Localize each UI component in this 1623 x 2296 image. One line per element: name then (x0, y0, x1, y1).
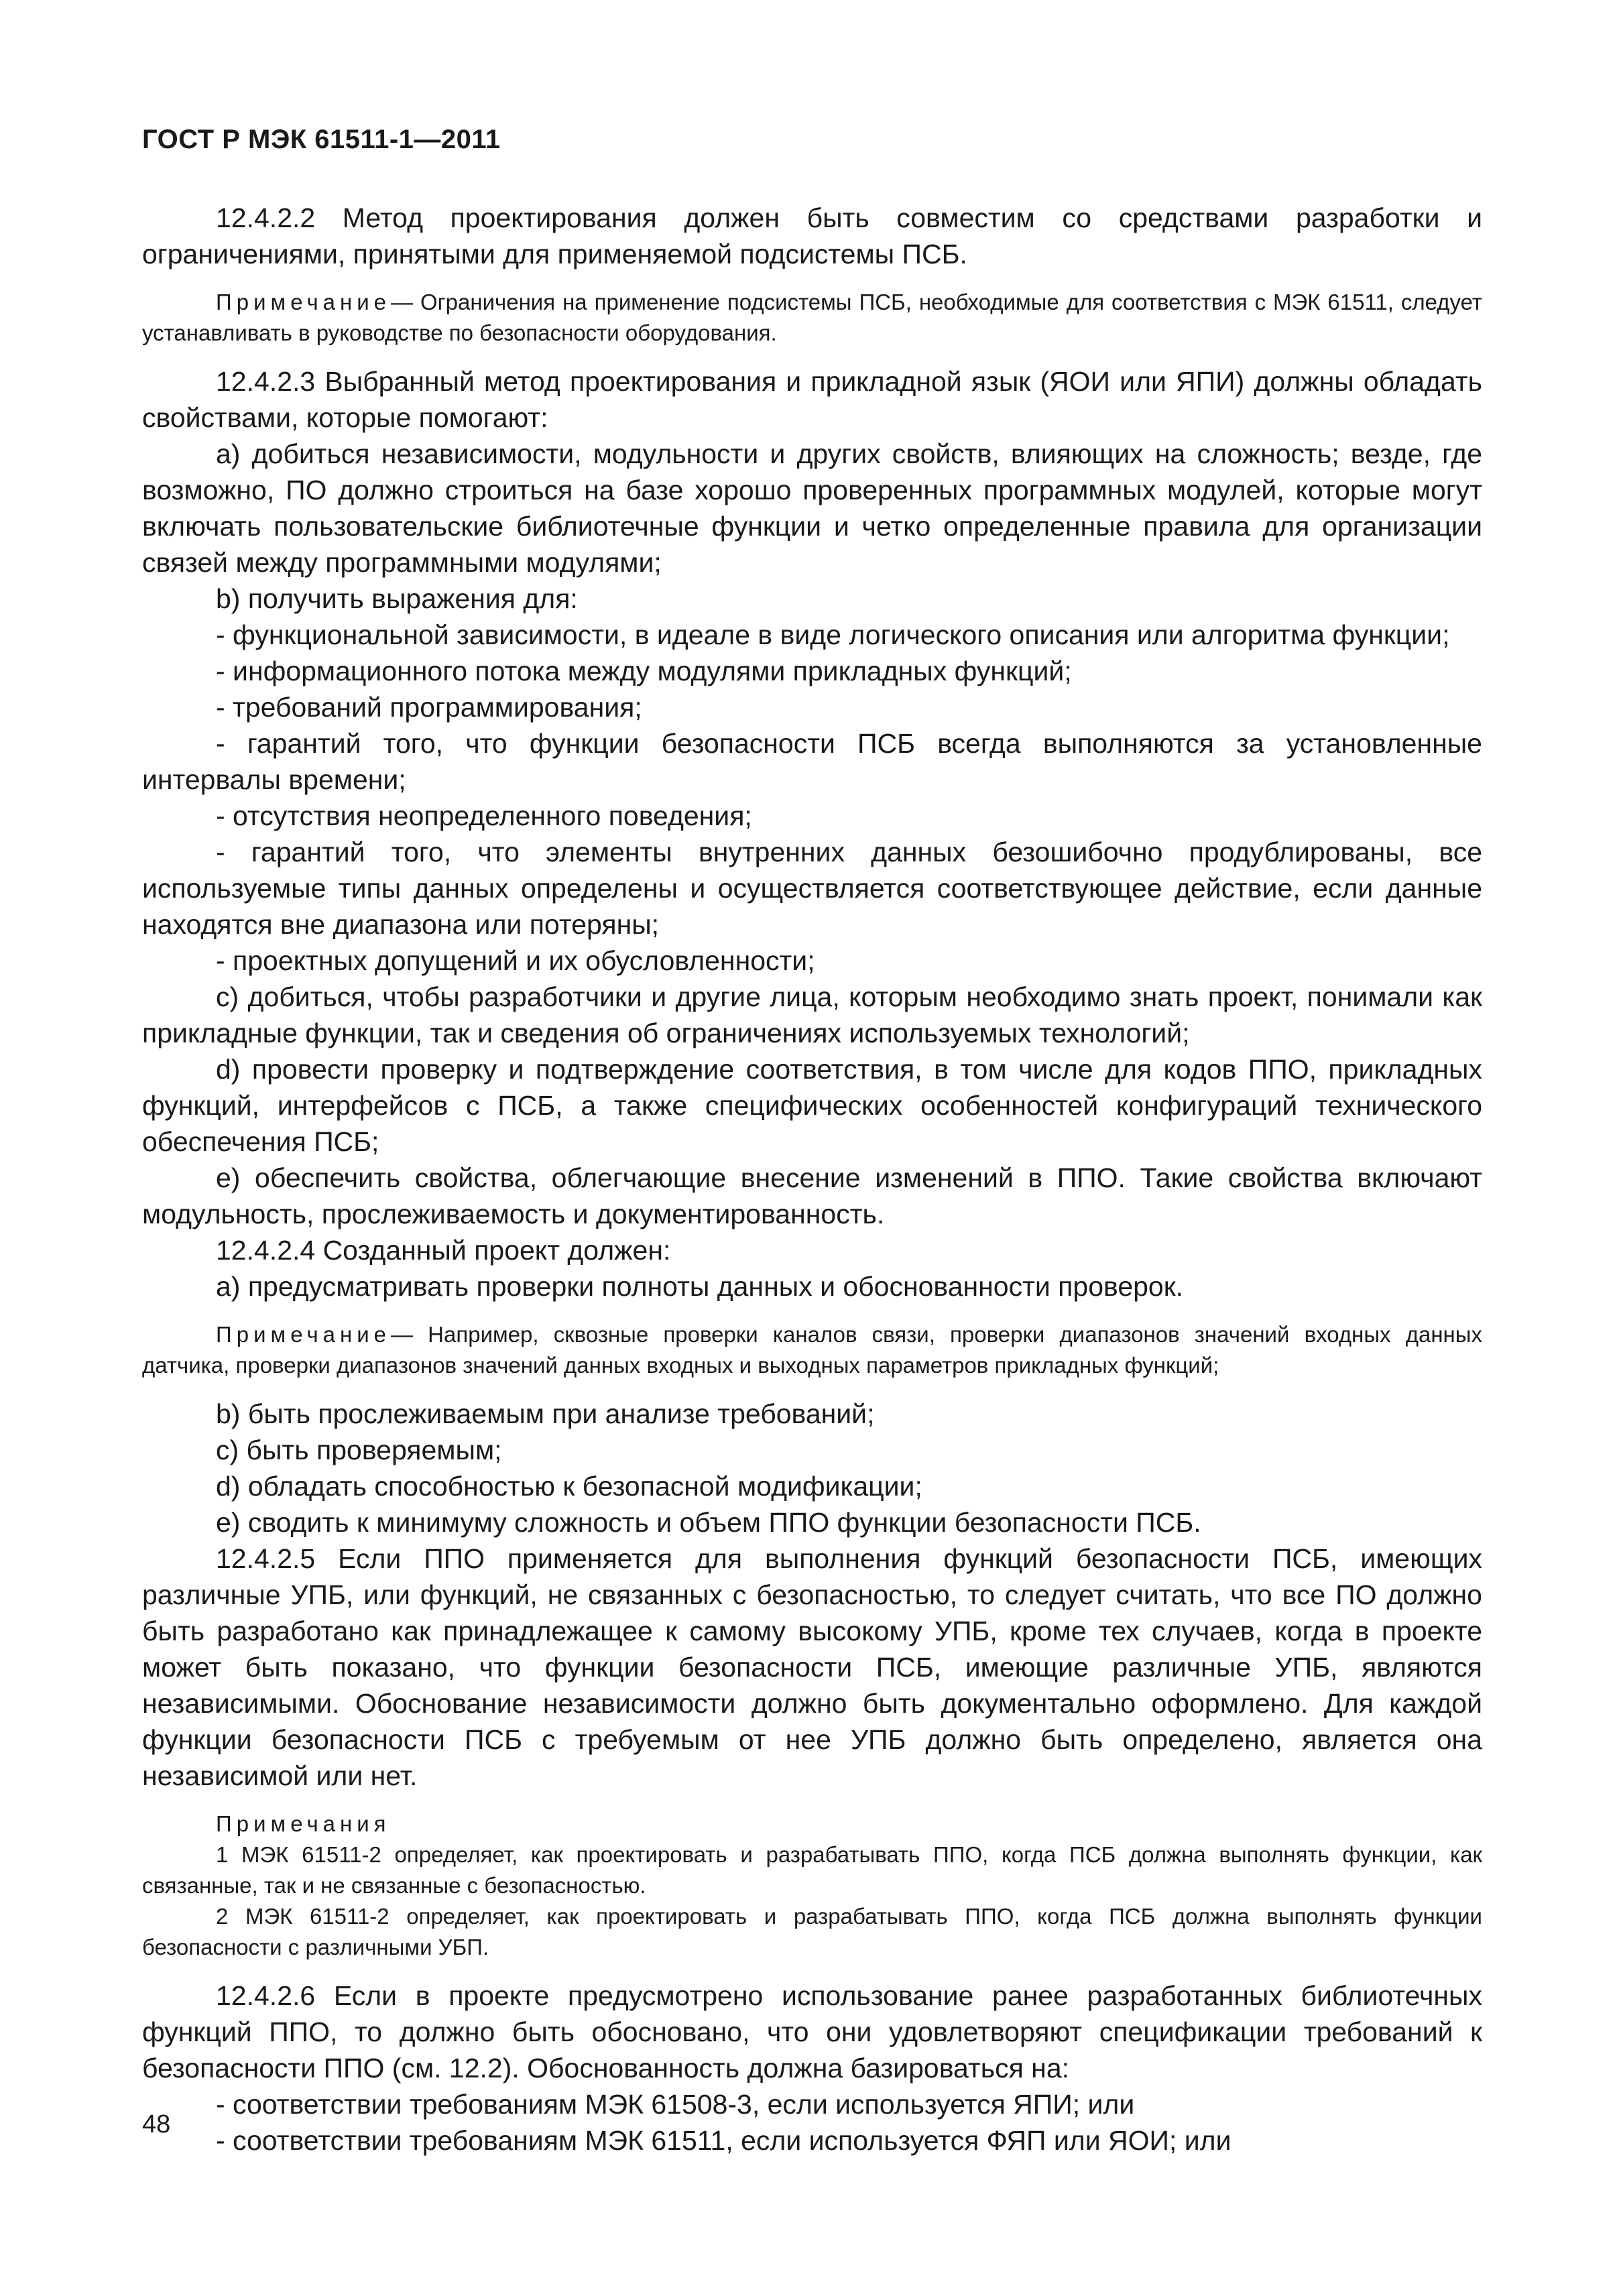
note-item: 1 МЭК 61511-2 определяет, как проектировать и разрабатывать ППО, когда ПСБ должна выполнять функции, как связанные, так и не связанные с безопасностью. (142, 1842, 1482, 1898)
list-item: - отсутствия неопределенного поведения; (216, 800, 752, 831)
clause-12-4-2-3-item-b: b) получить выражения для: (216, 583, 578, 614)
standard-header: ГОСТ Р МЭК 61511-1—2011 (142, 125, 501, 154)
clause-12-4-2-6: 12.4.2.6 Если в проекте предусмотрено использование ранее разработанных библиотечных функций ППО, то должно быть обосновано, что они удовлетворяют спецификации требований к безопасности ППО (см. 12.2). Обоснованность должна базироваться на: (142, 1980, 1482, 2083)
list-item: - соответствии требованиям МЭК 61511, если используется ФЯП или ЯОИ; или (216, 2125, 1231, 2156)
list-item: d) обладать способностью к безопасной модификации; (216, 1471, 922, 1502)
list-item: e) сводить к минимуму сложность и объем ППО функции безопасности ПСБ. (216, 1507, 1201, 1538)
note-1 (142, 287, 1482, 349)
clause-12-4-2-2: 12.4.2.2 Метод проектирования должен быть совместим со средствами разработки и ограничениями, принятыми для применяемой подсистемы ПСБ. (142, 202, 1482, 269)
page-number: 48 (142, 2110, 171, 2138)
list-item: - информационного потока между модулями прикладных функций; (216, 656, 1072, 686)
list-item: - требований программирования; (216, 692, 642, 723)
clause-12-4-2-5: 12.4.2.5 Если ППО применяется для выполнения функций безопасности ПСБ, имеющих различные УПБ, или функций, не связанных с безопасностью, то следует считать, что все ПО должно быть разработано как принадлежащее к самому высокому УПБ, кроме тех случаев, когда в проекте может быть показано, что функции безопасности ПСБ, имеющие различные УПБ, являются независимыми. Обоснование независимости должно быть документально оформлено. Для каждой функции безопасности ПСБ с требуемым от нее УПБ должно быть определено, является она независимой или нет. (142, 1543, 1482, 1791)
note-1-text: — Ограничения на применение подсистемы ПСБ, необходимые для соответствия с МЭК 61511, следует устанавливать в руководстве по безопасности оборудования. (142, 290, 1482, 345)
clause-12-4-2-3-item-c: c) добиться, чтобы разработчики и другие лица, которым необходимо знать проект, понимали как прикладные функции, так и сведения об ограничениях используемых технологий; (142, 981, 1482, 1048)
clause-12-4-2-3-item-e: e) обеспечить свойства, облегчающие внесение изменений в ППО. Такие свойства включают модульность, прослеживаемость и документированность. (142, 1162, 1482, 1229)
list-item: c) быть проверяемым; (216, 1435, 502, 1465)
notes-heading: Примечания (216, 1811, 391, 1836)
note-item: 2 МЭК 61511-2 определяет, как проектировать и разрабатывать ППО, когда ПСБ должна выполнять функции безопасности с различными УБП. (142, 1904, 1482, 1959)
clause-12-4-2-4: 12.4.2.4 Созданный проект должен: (216, 1235, 671, 1266)
list-item: - гарантий того, что элементы внутренних данных безошибочно продублированы, все используемые типы данных определены и осуществляется соответствующее действие, если данные находятся вне диапазона или потеряны; (142, 837, 1482, 940)
clause-12-4-2-3-item-d: d) провести проверку и подтверждение соответствия, в том числе для кодов ППО, прикладных функций, интерфейсов с ПСБ, а также специфических особенностей конфигураций технического обеспечения ПСБ; (142, 1054, 1482, 1157)
list-item: b) быть прослеживаемым при анализе требований; (216, 1398, 875, 1429)
note-1-lead: Примечание (216, 290, 392, 314)
clause-12-4-2-3-item-a: a) добиться независимости, модульности и других свойств, влияющих на сложность; везде, где возможно, ПО должно строиться на базе хорошо проверенных программных модулей, которые могут включать пользовательские библиотечные функции и четко определенные правила для организации связей между программными модулями; (142, 438, 1482, 578)
clause-12-4-2-4-item-a: a) предусматривать проверки полноты данных и обоснованности проверок. (216, 1271, 1184, 1302)
clause-12-4-2-3: 12.4.2.3 Выбранный метод проектирования и прикладной язык (ЯОИ или ЯПИ) должны обладать свойствами, которые помогают: (142, 366, 1482, 433)
list-item: - функциональной зависимости, в идеале в виде логического описания или алгоритма функции; (216, 619, 1450, 650)
note-2-lead: Примечание (216, 1322, 392, 1347)
list-item: - проектных допущений и их обусловленности; (216, 945, 815, 976)
list-item: - соответствии требованиям МЭК 61508-3, если используется ЯПИ; или (216, 2089, 1135, 2120)
note-2-text: — Например, сквозные проверки каналов связи, проверки диапазонов значений входных данных датчика, проверки диапазонов значений данных входных и выходных параметров прикладных функций; (142, 1322, 1482, 1378)
list-item: - гарантий того, что функции безопасности ПСБ всегда выполняются за установленные интервалы времени; (142, 728, 1482, 795)
page-body (142, 200, 1482, 2159)
note-2 (142, 1319, 1482, 1381)
